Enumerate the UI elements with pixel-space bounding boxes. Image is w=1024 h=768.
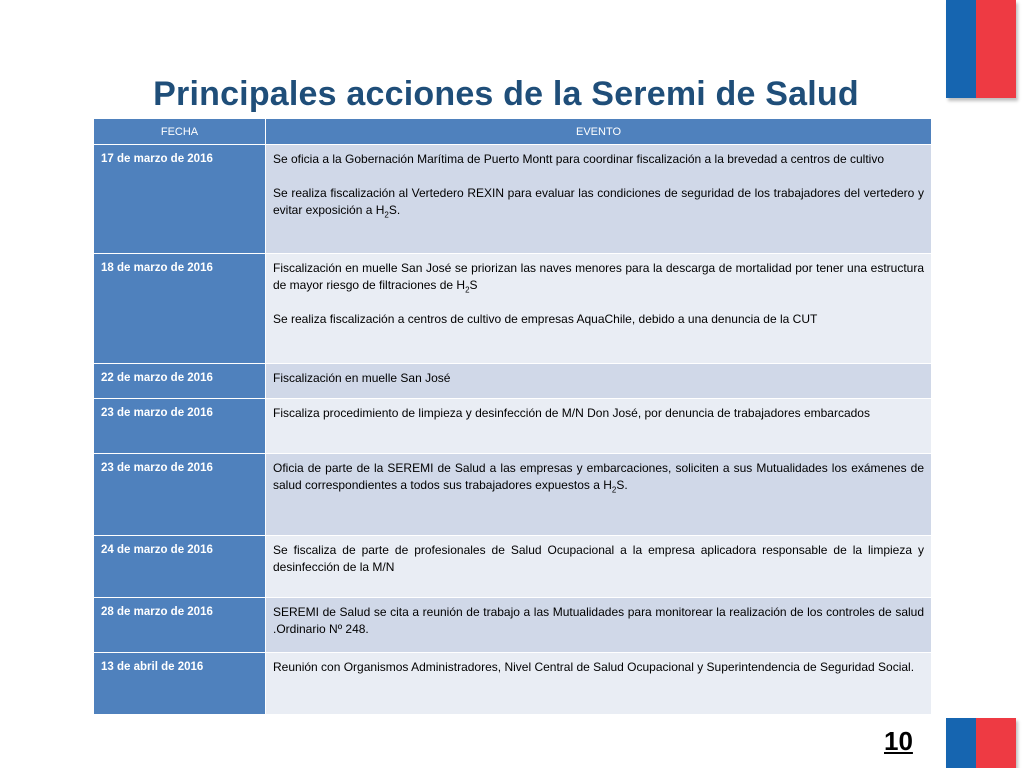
row-date: 17 de marzo de 2016	[94, 145, 266, 254]
chile-flag-stripes-bottom	[946, 718, 1016, 768]
event-text: SEREMI de Salud se cita a reunión de trabajo a las Mutualidades para monitorear la realización de los controles de salud .Ordinario Nº 248.	[273, 605, 924, 636]
row-event	[266, 364, 932, 399]
table-row	[94, 364, 932, 399]
table-row	[94, 254, 932, 364]
header-event: EVENTO	[266, 119, 932, 145]
row-event	[266, 454, 932, 536]
row-event	[266, 653, 932, 715]
event-text: Oficia de parte de la SEREMI de Salud a las empresas y embarcaciones, soliciten a sus Mutualidades los exámenes de salud correspondientes a todos sus trabajadores expuestos a $H_2S$.	[273, 461, 924, 495]
row-date: 13 de abril de 2016	[94, 653, 266, 715]
page-number: 10	[884, 726, 913, 756]
row-date: 28 de marzo de 2016	[94, 598, 266, 653]
row-date: 23 de marzo de 2016	[94, 454, 266, 536]
events-table	[93, 118, 932, 715]
row-event	[266, 598, 932, 653]
blue-stripe	[946, 718, 976, 768]
event-text: Se oficia a la Gobernación Marítima de Puerto Montt para coordinar fiscalización a la brevedad a centros de cultivo	[273, 152, 884, 166]
row-event	[266, 145, 932, 254]
event-text: Fiscalización en muelle San José	[273, 371, 451, 385]
row-date: 18 de marzo de 2016	[94, 254, 266, 364]
event-text: Se fiscaliza de parte de profesionales de Salud Ocupacional a la empresa aplicadora responsable de la limpieza y desinfección de la M/N	[273, 543, 924, 574]
row-event	[266, 254, 932, 364]
event-text: Fiscalización en muelle San José se priorizan las naves menores para la descarga de mortalidad por tener una estructura de mayor riesgo de filtraciones de $H_2S$	[273, 261, 924, 295]
row-date: 22 de marzo de 2016	[94, 364, 266, 399]
header-date: FECHA	[94, 119, 266, 145]
event-text: Se realiza fiscalización a centros de cultivo de empresas AquaChile, debido a una denuncia de la CUT	[273, 312, 818, 326]
table-row	[94, 399, 932, 454]
table-row	[94, 145, 932, 254]
event-text: Fiscaliza procedimiento de limpieza y desinfección de M/N Don José, por denuncia de trabajadores embarcados	[273, 406, 870, 420]
table-header-row	[94, 119, 932, 145]
red-stripe	[976, 718, 1016, 768]
table-row	[94, 454, 932, 536]
slide-title: Principales acciones de la Seremi de Salud	[153, 74, 859, 113]
row-event	[266, 536, 932, 598]
table-row	[94, 653, 932, 715]
row-event	[266, 399, 932, 454]
table-row	[94, 598, 932, 653]
event-text: Se realiza fiscalización al Vertedero REXIN para evaluar las condiciones de seguridad de los trabajadores del vertedero y evitar exposición a $H_2S$.	[273, 186, 924, 220]
row-date: 23 de marzo de 2016	[94, 399, 266, 454]
row-date: 24 de marzo de 2016	[94, 536, 266, 598]
table-row	[94, 536, 932, 598]
event-text: Reunión con Organismos Administradores, Nivel Central de Salud Ocupacional y Superintendencia de Seguridad Social.	[273, 660, 915, 674]
